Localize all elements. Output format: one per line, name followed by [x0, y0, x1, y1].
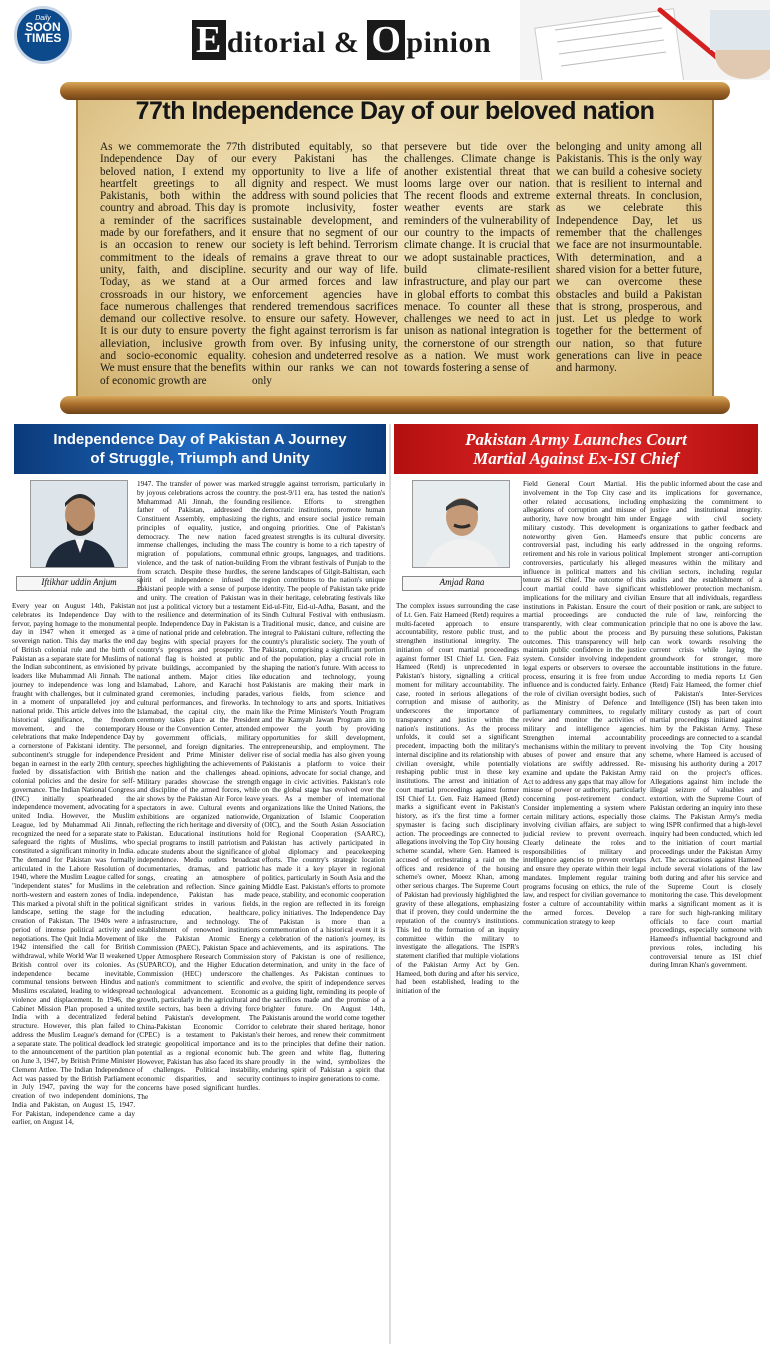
left-article-banner — [14, 424, 386, 474]
right-article-column-3: the public informed about the case and its implications for governance, emphasizing the commitment to justice and institutional integrity. Engage with civil society organizations to gather feedback and ensure that public concerns are addressed in the ongoing reforms. Implement stronger anti-corruption measures within the military and civilian sectors, including regular audits and the establishment of a whistleblower protection mechanism. Ensure that all individuals, regardless of their position or rank, are subject to the rule of law, reinforcing the principle that no one is above the law. By pursuing these solutions, Pakistan can work towards resolving the current crisis while laying the groundwork for stronger, more accountable institutions in the future. According to media reports Lt Gen (Retd) Faiz Hameed, the former chief of Pakistan's Inter-Services Intelligence (ISI) has been taken into military custody as part of court martial proceedings initiated against him by the Pakistan Army. These proceedings are connected to a scandal involving the Top City housing scheme, where Hameed is accused of misusing his authority during a 2017 raid on the project's offices. Allegations against him include the illegal seizure of valuables and extortion, with the Supreme Court of Pakistan ordering an inquiry into these claims. The Pakistan Army's media wing ISPR confirmed that a high-level inquiry had been conducted, which led to the initiation of court martial proceedings under the Pakistan Army Act. The accusations against Hameed include several violations of the law both during and after his service and the Supreme Court is closely monitoring the case. This development marks a significant moment as it is rare for such high-ranking military officials to face court martial proceedings, especially someone with Hameed's influential background and previous roles, including his controversial tenure as ISI chief during Imran Khan's government. — [650, 480, 762, 970]
left-article-column-1: Every year on August 14th, Pakistan celebrates its Independence Day with fervor, paying homage to the monumental day in 1947 when it emerged as a sovereign nation. This day marks the end of British colonial rule and the birth of Pakistan as a separate state for Muslims of the Indian subcontinent, as envisioned by leaders like Muhammad Ali Jinnah. The journey to independence was long and fraught with challenges, but it culminated in a moment of unparalleled joy and national pride. This article delves into the historical significance, the freedom movement, and the contemporary celebrations that make Independence Day a cornerstone of Pakistani identity. The subcontinent's struggle for independence began in earnest in the early 20th century, fueled by dissatisfaction with British colonial policies and the desire for self-governance. The Indian National Congress (INC) initially spearheaded the independence movement, advocating for a united India. However, the Muslim League, led by Muhammad Ali Jinnah, recognized the need for a separate state to safeguard the rights of Muslims, who constituted a significant minority in India. The demand for Pakistan was formally articulated in the Lahore Resolution of 1940, where the Muslim League called for "independent states" for Muslims in the north-western and eastern zones of India. This marked a pivotal shift in the political landscape, setting the stage for the creation of Pakistan. The 1940s were a period of intense political activity and negotiations. The Quit India Movement of 1942 intensified the call for British withdrawal, while World War II weakened British control over its colonies. As independence became inevitable, communal tensions between Hindus and Muslims escalated, leading to widespread violence and displacement. In 1946, the Cabinet Mission Plan proposed a united India with a decentralized federal structure. However, this plan failed to address the Muslim League's demand for a separate state. The political deadlock led to the announcement of the partition plan on June 3, 1947, by British Prime Minister Clement Attlee. The Indian Independence Act was passed by the British Parliament in July 1947, paving the way for the creation of two independent dominions, India and Pakistan, on August 15, 1947. For Pakistan, independence came a day earlier, on August 14, — [12, 602, 135, 1127]
left-article-column-3: struggle against terrorism, particularly in the post-9/11 era, has tested the nation's resilience. Efforts to strengthen democratic institutions, promote human rights, and ensure social justice remain ongoing priorities. One of Pakistan's greatest strengths is its cultural diversity. The country is home to a rich tapestry of ethnic groups, languages, and traditions. From the vibrant festivals of Punjab to the serene landscapes of Gilgit-Baltistan, each region contributes to the nation's unique identity. The people of Pakistan take pride in their heritage, celebrating festivals like Eid-ul-Fitr, Eid-ul-Adha, Basant, and the Sindh Cultural Festival with enthusiasm. Traditional music, dance, and cuisine are integral to Pakistani culture, reflecting the country's pluralistic society. The youth of Pakistan, comprising a significant portion of the population, play a crucial role in shaping the nation's future. With access to education and technology, young Pakistanis are making their mark in various fields, from science and technology to arts and sports. Initiatives like the Prime Minister's Youth Program and the Kamyab Jawan Program aim to empower the youth by providing opportunities for skill development, entrepreneurship, and employment. The rise of social media has also given young Pakistanis a platform to voice their opinions, advocate for social change, and engage in civic activities. Pakistan's role on the global stage has evolved over the years. As a member of international organizations like the United Nations, the Organization of Islamic Cooperation (OIC), and the South Asian Association for Regional Cooperation (SAARC), Pakistan has actively participated in global diplomacy and peacekeeping efforts. The country's strategic location has made it a key player in regional politics, particularly in South Asia and the Middle East. Pakistan's efforts to promote peace, stability, and economic cooperation in the region are reflected in its foreign policy initiatives. The Independence Day of Pakistan is more than a commemoration of a historical event it is a celebration of the nation's journey, its achievements, and its aspirations. The story of Pakistan is one of resilience, determination, and unity in the face of challenges. As Pakistan continues to evolve, the spirit of independence serves as a guiding light, reminding its people of the sacrifices made and the promise of a brighter future. On August 14th, Pakistanis around the world come together to celebrate their shared heritage, honor their heroes, and renew their commitment to the principles that define their nation. The green and white flag, fluttering proudly in the wind, symbolizes the enduring spirit of Pakistan a spirit that continues to inspire generations to come. — [262, 480, 385, 1083]
right-article-banner — [394, 424, 758, 474]
author-caption-left: Iftikhar uddin Anjum — [16, 576, 142, 591]
section-title-cap-e: E — [192, 20, 226, 60]
author-photo-left — [30, 480, 128, 568]
editorial-headline: 77th Independence Day of our beloved nation — [135, 97, 655, 125]
logo-daily: Daily — [35, 15, 51, 22]
newspaper-logo — [14, 6, 72, 64]
portrait-icon — [31, 481, 128, 568]
writing-desk-illustration — [520, 0, 770, 80]
left-article-title-line-1: Independence Day of Pakistan A Journey — [53, 431, 347, 448]
section-title-end: pinion — [406, 26, 492, 59]
editorial-column-2: distributed equitably, so that every Pakistani has the opportunity to live a life of dignity and respect. We must address with sound policies that promote inclusivity, foster sustainable development, and ensure that no segment of our society is left behind. Terrorism remains a grave threat to our security and our way of life. Our armed forces and law enforcement agencies have rendered tremendous sacrifices to ensure our safety. However, the fight against terrorism is far from over. By infusing unity, cohesion and undeterred resolve within our ranks we can not only — [252, 141, 398, 387]
right-article-title-line-2: Martial Against Ex-ISI Chief — [473, 449, 679, 468]
right-article-column-2: Field General Court Martial. His involvement in the Top City case and other related accusations, including allegations of corruption and misuse of authority, have now brought him under military custody. This development is noteworthy given Gen. Hameed's controversial past, including his early retirement and his role in various political controversies, particularly his alleged influence in political matters and his tenure as ISI chief. The outcome of this court martial could have significant implications for the military and civilian institutions in Pakistan. Ensure the court martial proceedings are conducted transparently, with clear communication to the public about the process and outcomes. This transparency will help maintain public confidence in the justice system. Consider involving independent legal experts or observers to oversee the process, ensuring it is free from undue influence and is conducted fairly. Enhance the role of civilian oversight bodies, such as the Ministry of Defence and parliamentary committees, to regularly review and monitor the activities of military and intelligence agencies. Strengthen internal accountability mechanisms within the military to prevent abuses of power and ensure that any violations are swiftly addressed. Re-examine and update the Pakistan Army Act to address any gaps that may allow for misuse of power or authority, particularly concerning post-retirement conduct. Consider implementing a system where certain military actions, especially those involving civilian affairs, are subject to judicial review to prevent overreach. Clearly delineate the roles and responsibilities of military and intelligence agencies to prevent overlaps and ensure they operate within their legal mandates. Implement regular training programs focusing on ethics, the rule of law, and respect for civilian governance to foster a culture of accountability within the armed forces. Develop a communication strategy to keep — [523, 480, 646, 926]
column-divider — [389, 424, 391, 1344]
section-title-mid: ditorial & — [226, 26, 368, 59]
logo-name-2: TIMES — [24, 31, 62, 45]
author-caption-right: Amjad Rana — [402, 576, 522, 591]
editorial-column-1: As we commemorate the 77th Independence Day of our beloved nation, I extend my heartfelt greetings to all Pakistanis, both within the country and abroad. This day is a reminder of the sacrifices made by our forefathers, and it is an occasion to renew our commitment to the ideals of unity, faith, and discipline. Today, as we stand at a crossroads in our history, we face numerous challenges that demand our collective resolve. It is our duty to ensure poverty alleviation, inclusive growth and socio-economic equality. We must ensure that the benefits of economic growth are — [100, 141, 246, 387]
author-photo-right — [412, 480, 510, 568]
portrait-icon — [413, 481, 510, 568]
left-article-column-2: 1947. The transfer of power was marked by joyous celebrations across the country. Muhammad Ali Jinnah, the founding father of Pakistan, addressed the Constituent Assembly, emphasizing the principles of equality, justice, and democracy. The new nation faced immense challenges, including the mass migration of populations, communal violence, and the task of nation-building from scratch. Despite these hurdles, the spirit of independence infused the Pakistani people with a sense of purpose and unity. The creation of Pakistan was not just a political victory but a testament to the resilience and determination of its people. Independence Day in Pakistan is a time of national pride and celebration. The day begins with special prayers for the country's progress and prosperity. The national flag is hoisted at public and private buildings, accompanied by the national anthem. Major cities like Islamabad, Lahore, and Karachi host grand ceremonies, including parades, cultural performances, and fireworks. In Islamabad, the capital city, the main ceremony takes place at the President House or the Convention Center, attended by government officials, military personnel, and foreign dignitaries. The President and Prime Minister deliver speeches highlighting the achievements of the nation and the challenges ahead. Military parades showcase the strength and discipline of the armed forces, while air shows by the Pakistan Air Force leave spectators in awe. Cultural events and exhibitions are organized nationwide, reflecting the rich heritage and diversity of Pakistan. Educational institutions hold special programs to instill patriotism and educate students about the significance of independence. Media outlets broadcast documentaries, dramas, and patriotic songs, creating an atmosphere of celebration and reflection. Since gaining independence, Pakistan has made significant strides in various fields, including education, healthcare, infrastructure, and technology. The establishment of renowned institutions like the Pakistan Atomic Energy Commission (PAEC), Pakistan Space and Upper Atmosphere Research Commission (SUPARCO), and the Higher Education Commission (HEC) underscore the nation's commitment to scientific and technological advancement. Economic growth, particularly in the agricultural and textile sectors, has been a driving force behind Pakistan's development. The China-Pakistan Economic Corridor (CPEC) is a testament to Pakistan's strategic geopolitical importance and its potential as a regional economic hub. However, Pakistan has also faced its share of challenges. Political instability, economic disparities, and security concerns have posed significant hurdles. The — [137, 480, 260, 1101]
right-article-column-1: The complex issues surrounding the case of Lt. Gen. Faiz Hameed (Retd) requires a multi-faceted approach to ensure accountability, restore public trust, and strengthen institutional integrity. The initiation of court martial proceedings against former ISI Chief Lt. Gen. Faiz Hameed (Retd) is unprecedented in Pakistan's history, signalling a critical moment for military accountability. The case, rooted in serious allegations of corruption and misuse of authority, underscores the importance of transparency and justice within the nation's institutions. As the process unfolds, it could set a significant precedent, impacting both the military's internal discipline and its relationship with civilian oversight, while potentially reshaping public trust in these key institutions. The arrest and initiation of court martial proceedings against former ISI Chief Lt. Gen. Faiz Hameed (Retd) marks a significant event in Pakistan's history, as it's the first time a former spymaster is facing such disciplinary action. The proceedings are connected to allegations involving the Top City housing scheme scandal, where Gen. Hameed is accused of orchestrating a raid on the offices and residence of the housing scheme's owner, Moeez Khan, among other serious charges. The Supreme Court of Pakistan had previously highlighted the gravity of these allegations, emphasizing that if proven, they could undermine the reputation of the country's institutions. This led to the formation of an inquiry committee within the military to investigate the allegations. The ISPR's statement clarified that multiple violations of the Pakistan Army Act by Gen. Hameed, both during and after his service, had been established, leading to the initiation of the — [396, 602, 519, 995]
section-title — [192, 20, 491, 60]
logo-name-1: SOON — [25, 20, 61, 34]
right-article-title-line-1: Pakistan Army Launches Court — [465, 430, 687, 449]
section-title-cap-o: O — [367, 20, 405, 60]
left-article-title-line-2: of Struggle, Triumph and Unity — [90, 450, 310, 467]
editorial-column-3: persevere but tide over the challenges. Climate change is another existential threat that looms large over our nation. The recent floods and extreme weather events are stark reminders of the vulnerability of our country to the impacts of climate change. It is crucial that we adopt sustainable practices, build climate-resilient infrastructure, and play our part in global efforts to combat this menace. To counter all these challenges we need to act in unison as national integration is the cornerstone of our strength as a nation. We must work towards fostering a sense of — [404, 141, 550, 375]
masthead — [0, 0, 770, 80]
scroll-rod-bottom — [60, 396, 730, 414]
editorial-column-4: belonging and unity among all Pakistanis. This is the only way we can build a cohesive society that is resilient to internal and external threats. In conclusion, as we celebrate this Independence Day, let us remember that the challenges we face are not insurmountable. With determination, and a shared vision for a better future, we can overcome these obstacles and build a Pakistan that is strong, prosperous, and just. Let us pledge to work together for the betterment of our nation, so that future generations can live in peace and harmony. — [556, 141, 702, 375]
